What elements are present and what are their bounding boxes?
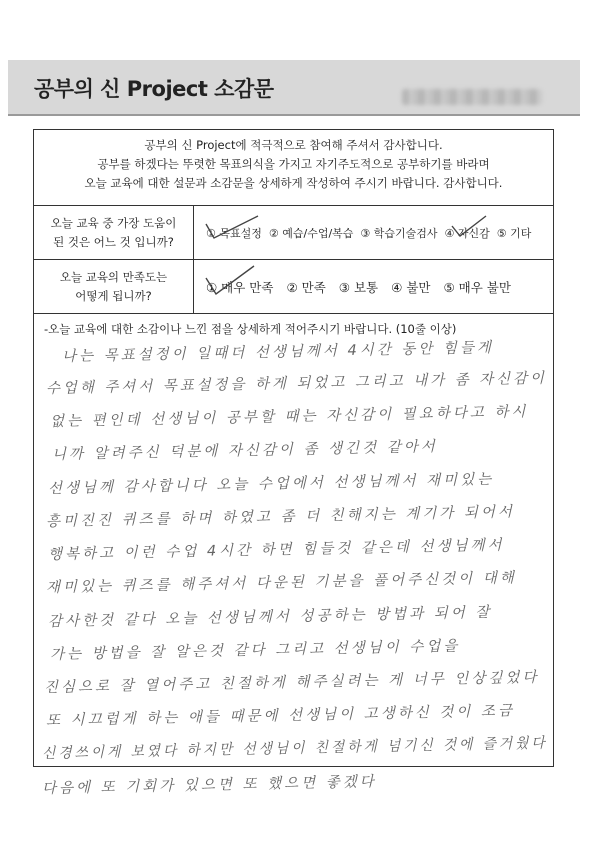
redacted-name (402, 89, 542, 105)
option-very-satisfied[interactable]: ① 매우 만족 (206, 279, 274, 295)
handwritten-line: 재미있는 퀴즈를 해주셔서 다운된 기분을 풀어주신것이 대해 (45, 570, 517, 596)
handwritten-line: 나는 목표설정이 일때더 선생님께서 4시간 동안 힘들게 (61, 339, 495, 365)
question-text: 어떻게 됩니까? (75, 289, 152, 303)
handwritten-line: 신경쓰이게 보였다 하지만 선생님이 친절하게 넘기신 것에 즐거웠다 (41, 735, 548, 762)
handwritten-line: 또 시끄럽게 하는 애들 때문에 선생님이 고생하신 것이 조금 (45, 703, 516, 729)
handwritten-line: 행복하고 이런 수업 4시간 하면 힘들것 같은데 선생님께서 (47, 537, 505, 563)
option-neutral[interactable]: ③ 보통 (338, 279, 379, 295)
handwritten-line: 감사한것 같다 오늘 선생님께서 성공하는 방법과 되어 잘 (47, 604, 493, 630)
option-satisfied[interactable]: ② 만족 (286, 279, 326, 295)
intro-line: 공부의 신 Project에 적극적으로 참여해 주셔서 감사합니다. (144, 138, 443, 152)
option-very-dissatisfied[interactable]: ⑤ 매우 불만 (443, 279, 511, 295)
survey-form (33, 129, 554, 797)
option-study-skill-test[interactable]: ③ 학습기술검사 (360, 226, 438, 240)
question-label (34, 260, 194, 313)
handwritten-line: 다음에 또 기회가 있으면 또 했으면 좋겠다 (41, 773, 377, 797)
page-title: 공부의 신 Project 소감문 (34, 77, 274, 101)
option-goal-setting[interactable]: ① 목표설정 (206, 226, 262, 240)
options-helpful (206, 206, 538, 259)
handwritten-line: 흥미진진 퀴즈를 하며 하였고 좀 더 친해지는 계기가 되어서 (45, 504, 516, 530)
option-dissatisfied[interactable]: ④ 불만 (391, 279, 431, 295)
option-preview-class-review[interactable]: ② 예습/수업/복습 (268, 226, 354, 240)
handwritten-line: 니까 알려주신 덕분에 자신감이 좀 생긴것 같아서 (51, 438, 438, 463)
question-label (34, 206, 194, 259)
intro-line: 공부를 하겠다는 뚜렷한 목표의식을 가지고 자기주도적으로 공부하기를 바라며 (97, 157, 490, 171)
option-other[interactable]: ⑤ 기타 (496, 226, 532, 240)
handwritten-line: 선생님께 감사합니다 오늘 수업에서 선생님께서 재미있는 (47, 471, 495, 497)
question-text: 오늘 교육의 만족도는 (59, 270, 168, 284)
handwritten-line: 수업해 주셔서 목표설정을 하게 되었고 그리고 내가 좀 자신감이 (45, 370, 548, 397)
instruction-text: -오늘 교육에 대한 소감이나 느낀 점을 상세하게 적어주시기 바랍니다. (10줄 이상) (44, 322, 457, 336)
intro-text (34, 130, 553, 206)
question-text: 된 것은 어느 것 입니까? (53, 235, 174, 249)
intro-line: 오늘 교육에 대한 설문과 소감문을 상세하게 작성하여 주시기 바랍니다. 감사합니다. (84, 176, 503, 190)
header-bar (8, 60, 580, 116)
question-row-satisfaction (34, 260, 553, 314)
options-satisfaction (206, 260, 524, 313)
option-confidence[interactable]: ④ 자신감 (444, 226, 490, 240)
question-text: 오늘 교육 중 가장 도움이 (50, 216, 177, 230)
handwritten-line: 진심으로 잘 열어주고 친절하게 해주실려는 게 너무 인상깊었다 (43, 669, 540, 696)
handwritten-line: 가는 방법을 잘 알은것 같다 그리고 선생님이 수업을 (49, 638, 461, 663)
handwritten-line: 없는 편인데 선생님이 공부할 때는 자신감이 필요하다고 하시 (49, 403, 529, 430)
question-row-helpful (34, 206, 553, 260)
